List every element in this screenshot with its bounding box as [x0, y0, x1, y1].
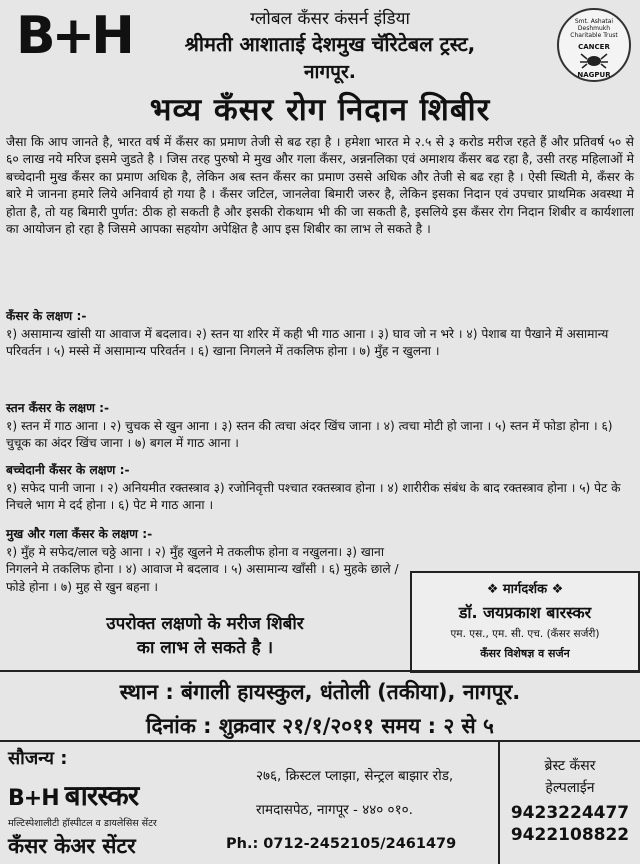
sponsor-brand-name: बारस्कर — [64, 779, 139, 812]
section-title: स्तन कॅंसर के लक्षण :- — [6, 401, 110, 415]
bh-small-logo: B+H — [8, 786, 59, 811]
guide-name: डॉ. जयप्रकाश बारस्कर — [458, 603, 592, 622]
venue-place: स्थान : बंगाली हायस्कुल, धंतोली (तकीया), नागपूर. — [119, 680, 521, 704]
crab-icon — [579, 51, 609, 69]
section-oral-cancer-symptoms — [6, 526, 406, 596]
section-title: बच्चेदानी कॅंसर के लक्षण :- — [6, 463, 130, 477]
bh-logo: B+H — [16, 6, 131, 66]
helpline-block — [500, 742, 640, 864]
closing-note — [10, 612, 400, 660]
section-cancer-symptoms — [6, 308, 634, 361]
helpline-title-1: ब्रेस्ट कॅंसर — [544, 758, 596, 774]
section-text: १) स्तन में गाठ आना । २) चुचक से खुन आना । ३) स्तन की त्वचा अंदर खिंच जाना । ४) त्वचा मोटी हो जाना । ५) स्तन में फोडा होना । ६) चुचूक का अंदर खिंच जाना । ७) बगल में गाठ आना । — [6, 418, 613, 450]
helpline-title-2: हेल्पलाईन — [545, 780, 595, 796]
seal-bottom-text: NAGPUR — [577, 71, 611, 79]
seal-top-text: Smt. Ashatai Deshmukh Charitable Trust — [570, 18, 618, 39]
seal-center-text: CANCER — [578, 43, 610, 51]
helpline-number-1[interactable]: 9423224477 — [510, 803, 630, 823]
sponsor-block — [0, 742, 500, 864]
guide-degree: एम. एस., एम. सी. एच. (कॅंसर सर्जरी) — [450, 628, 600, 640]
sponsor-bottom: कॅंसर केअर सेंटर — [8, 834, 136, 858]
section-text: १) मुँह मे सफेद/लाल चठ्ठे आना । २) मुँह खुलने मे तकलीफ होना व नखुलना। ३) खाना निगलने मे तकलिफ होना । ४) आवाज मे बदलाव । ५) असामान्य खाँसी । ६) मुहके छाले /फोडे होना । ७) मुह से खुन बहना । — [6, 544, 399, 594]
phone-number[interactable]: Ph.: 0712-2452105/2461479 — [226, 836, 457, 852]
address-line-2: रामदासपेठ, नागपूर - ४४० ०१०. — [256, 802, 413, 818]
closing-line-2: का लाभ ले सकते है । — [136, 638, 274, 658]
org-name-line2: श्रीमती आशाताई देशमुख चॅरिटेबल ट्रस्ट, — [184, 32, 476, 56]
venue-date-time: दिनांक : शुक्रवार २१/१/२०११ समय : २ से ५ — [146, 714, 494, 738]
closing-line-1: उपरोक्त लक्षणो के मरीज शिबीर — [106, 614, 304, 634]
courtesy-label: सौजन्य : — [8, 748, 68, 769]
sponsor-brand — [8, 776, 138, 814]
org-name-line1: ग्लोबल कॅंसर कंसर्न इंडिया — [250, 9, 410, 29]
page-title: भव्य कॅंसर रोग निदान शिबीर — [149, 92, 491, 128]
guide-role: कॅंसर विशेषज्ञ व सर्जन — [480, 647, 570, 660]
section-breast-cancer-symptoms — [6, 400, 634, 453]
address-line-1: २७६, क्रिस्टल प्लाझा, सेन्ट्रल बाझार रोड, — [256, 768, 454, 784]
section-text: १) असामान्य खांसी या आवाज में बदलाव। २) स्तन या शरिर में कही भी गाठ आना । ३) घाव जो न भरे । ४) पेशाब या पैखाने में असामान्य परिवर्तन । ५) मस्से में असामान्य परिवर्तन । ६) खाना निगलने में तकलिफ होना । ७) मुँह न खुलना । — [6, 326, 609, 358]
section-cervical-cancer-symptoms — [6, 462, 634, 515]
sponsor-subtitle: मल्टिस्पेशालीटी हॉस्पीटल व डायलेसिस सेंटर — [8, 818, 157, 829]
venue-banner — [0, 670, 640, 742]
intro-paragraph: जैसा कि आप जानते है, भारत वर्ष में कॅंसर का प्रमाण तेजी से बढ रहा है । हमेशा भारत मे २.५ से ३ करोड मरीज रहते हैं और प्रतिवर्ष ५० से ६० लाख नये मरिज इसमे जुडते है । जिस तरह पुरुषो मे मुख और गला कॅंसर, अन्ननलिका एवं अमाशय कॅंसर बढ रहा है, उसी तरह महिलाओं मे बच्चेदानी मुख कॅंसर का प्रमाण अधिक है, लेकिन अब स्तन कॅंसर का प्रमाण उससे अधिक और तेजी से बढ रहा है । ऐसी स्थिती मे, कॅंसर के बारे मे जानना हमारे लिये अनिवार्य हो गया है । कॅंसर जटिल, जानलेवा बिमारी जरुर है, लेकिन इसका निदान एवं उपचार प्राथमिक अवस्था मे होता है, तो यह बिमारी पुर्णत: ठीक हो सकती है और इसकी रोकथाम भी की जा सकती है, इसलिये इस कॅंसर रोग निदान शिबीर व कार्यशाला का आयोजन हो रहा है जिसमे आपका सहयोग अपेक्षित है आप इस शिबीर का लाभ ले सकते है । — [6, 135, 634, 237]
helpline-number-2[interactable]: 9422108822 — [510, 825, 630, 845]
guide-heading: ❖ मार्गदर्शक ❖ — [486, 582, 564, 597]
section-title: मुख और गला कॅंसर के लक्षण :- — [6, 527, 153, 541]
org-name-line3: नागपूर. — [304, 61, 356, 83]
section-title: कॅंसर के लक्षण :- — [6, 309, 87, 323]
guide-box — [410, 571, 640, 673]
section-text: १) सफेद पानी जाना । २) अनियमीत रक्तस्त्राव ३) रजोनिवृत्ती पश्चात रक्तस्त्राव होना । ४) शारीरीक संबंध के बाद रक्तस्त्राव होना । ५) पेट के निचले भाग मे दर्द होना । ६) पेट मे गाठ आना । — [6, 480, 621, 512]
trust-seal — [557, 8, 631, 82]
